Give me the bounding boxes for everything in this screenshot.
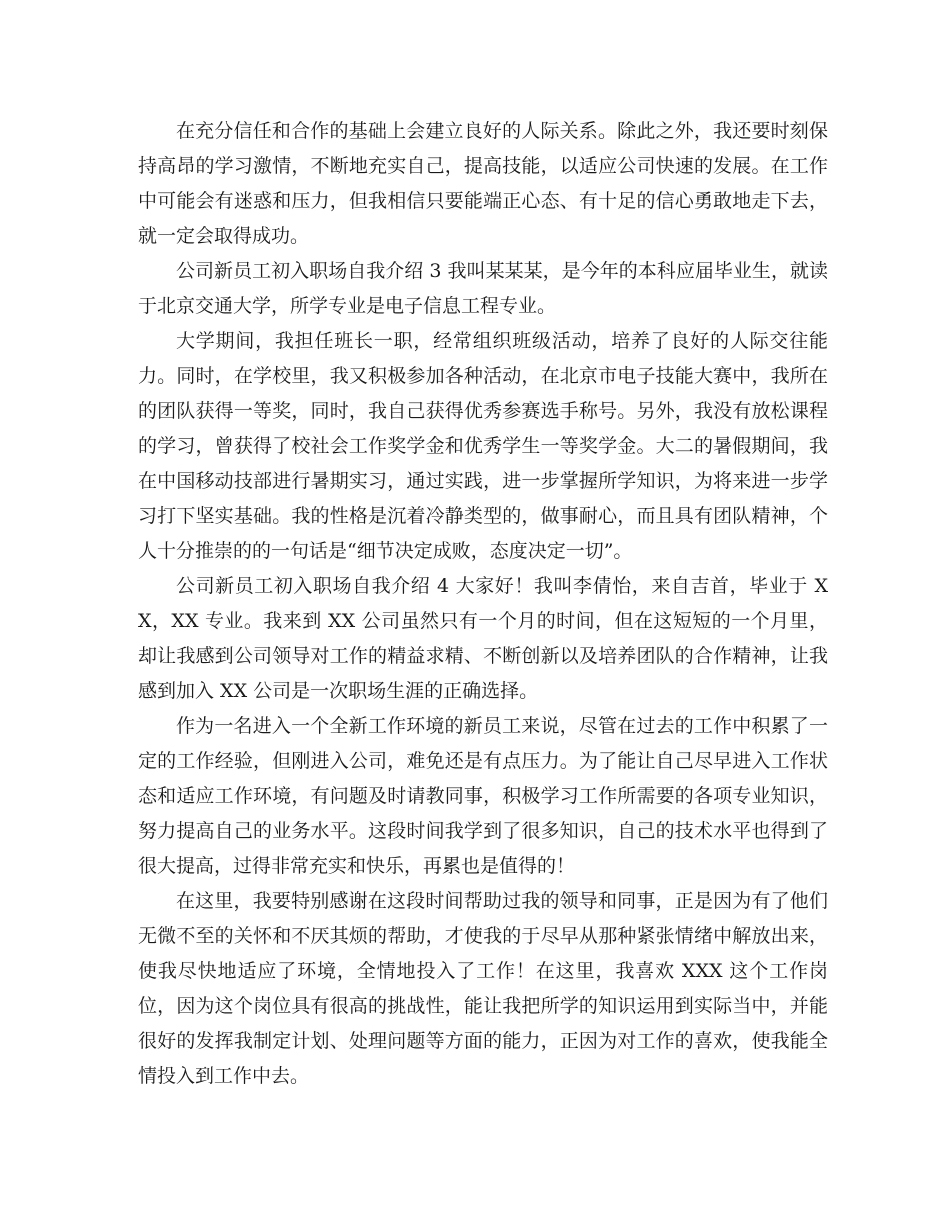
paragraph-5: 作为一名进入一个全新工作环境的新员工来说，尽管在过去的工作中积累了一定的工作经验，但刚进入公司，难免还是有点压力。为了能让自己尽早进入工作状态和适应工作环境，有问题及时请教同事，积极学习工作所需要的各项专业知识，努力提高自己的业务水平。这段时间我学到了很多知识，自己的技术水平也得到了很大提高，过得非常充实和快乐，再累也是值得的！ <box>138 715 828 877</box>
paragraph-1: 在充分信任和合作的基础上会建立良好的人际关系。除此之外，我还要时刻保持高昂的学习激情，不断地充实自己，提高技能，以适应公司快速的发展。在工作中可能会有迷惑和压力，但我相信只要能端正心态、有十足的信心勇敢地走下去，就一定会取得成功。 <box>138 120 828 247</box>
paragraph-3: 大学期间，我担任班长一职，经常组织班级活动，培养了良好的人际交往能力。同时，在学校里，我又积极参加各种活动，在北京市电子技能大赛中，我所在的团队获得一等奖，同时，我自己获得优秀参赛选手称号。另外，我没有放松课程的学习，曾获得了校社会工作奖学金和优秀学生一等奖学金。大二的暑假期间，我在中国移动技部进行暑期实习，通过实践，进一步掌握所学知识，为将来进一步学习打下坚实基础。我的性格是沉着冷静类型的，做事耐心，而且具有团队精神，个人十分推崇的的一句话是“细节决定成败，态度决定一切”。 <box>138 330 828 562</box>
paragraph-2: 公司新员工初入职场自我介绍 3 我叫某某某，是今年的本科应届毕业生，就读于北京交通大学，所学专业是电子信息工程专业。 <box>138 260 828 317</box>
paragraph-4: 公司新员工初入职场自我介绍 4 大家好！我叫李倩怡，来自吉首，毕业于 XX，XX 专业。我来到 XX 公司虽然只有一个月的时间，但在这短短的一个月里，却让我感到公司领导对工作的精益求精、不断创新以及培养团队的合作精神，让我感到加入 XX 公司是一次职场生涯的正确选择。 <box>138 575 828 702</box>
paragraph-6: 在这里，我要特别感谢在这段时间帮助过我的领导和同事，正是因为有了他们无微不至的关怀和不厌其烦的帮助，才使我的于尽早从那种紧张情绪中解放出来，使我尽快地适应了环境，全情地投入了工作！在这里，我喜欢 XXX 这个工作岗位，因为这个岗位具有很高的挑战性，能让我把所学的知识运用到实际当中，并能很好的发挥我制定计划、处理问题等方面的能力，正因为对工作的喜欢，使我能全情投入到工作中去。 <box>138 890 828 1087</box>
document-body <box>138 114 828 1094</box>
